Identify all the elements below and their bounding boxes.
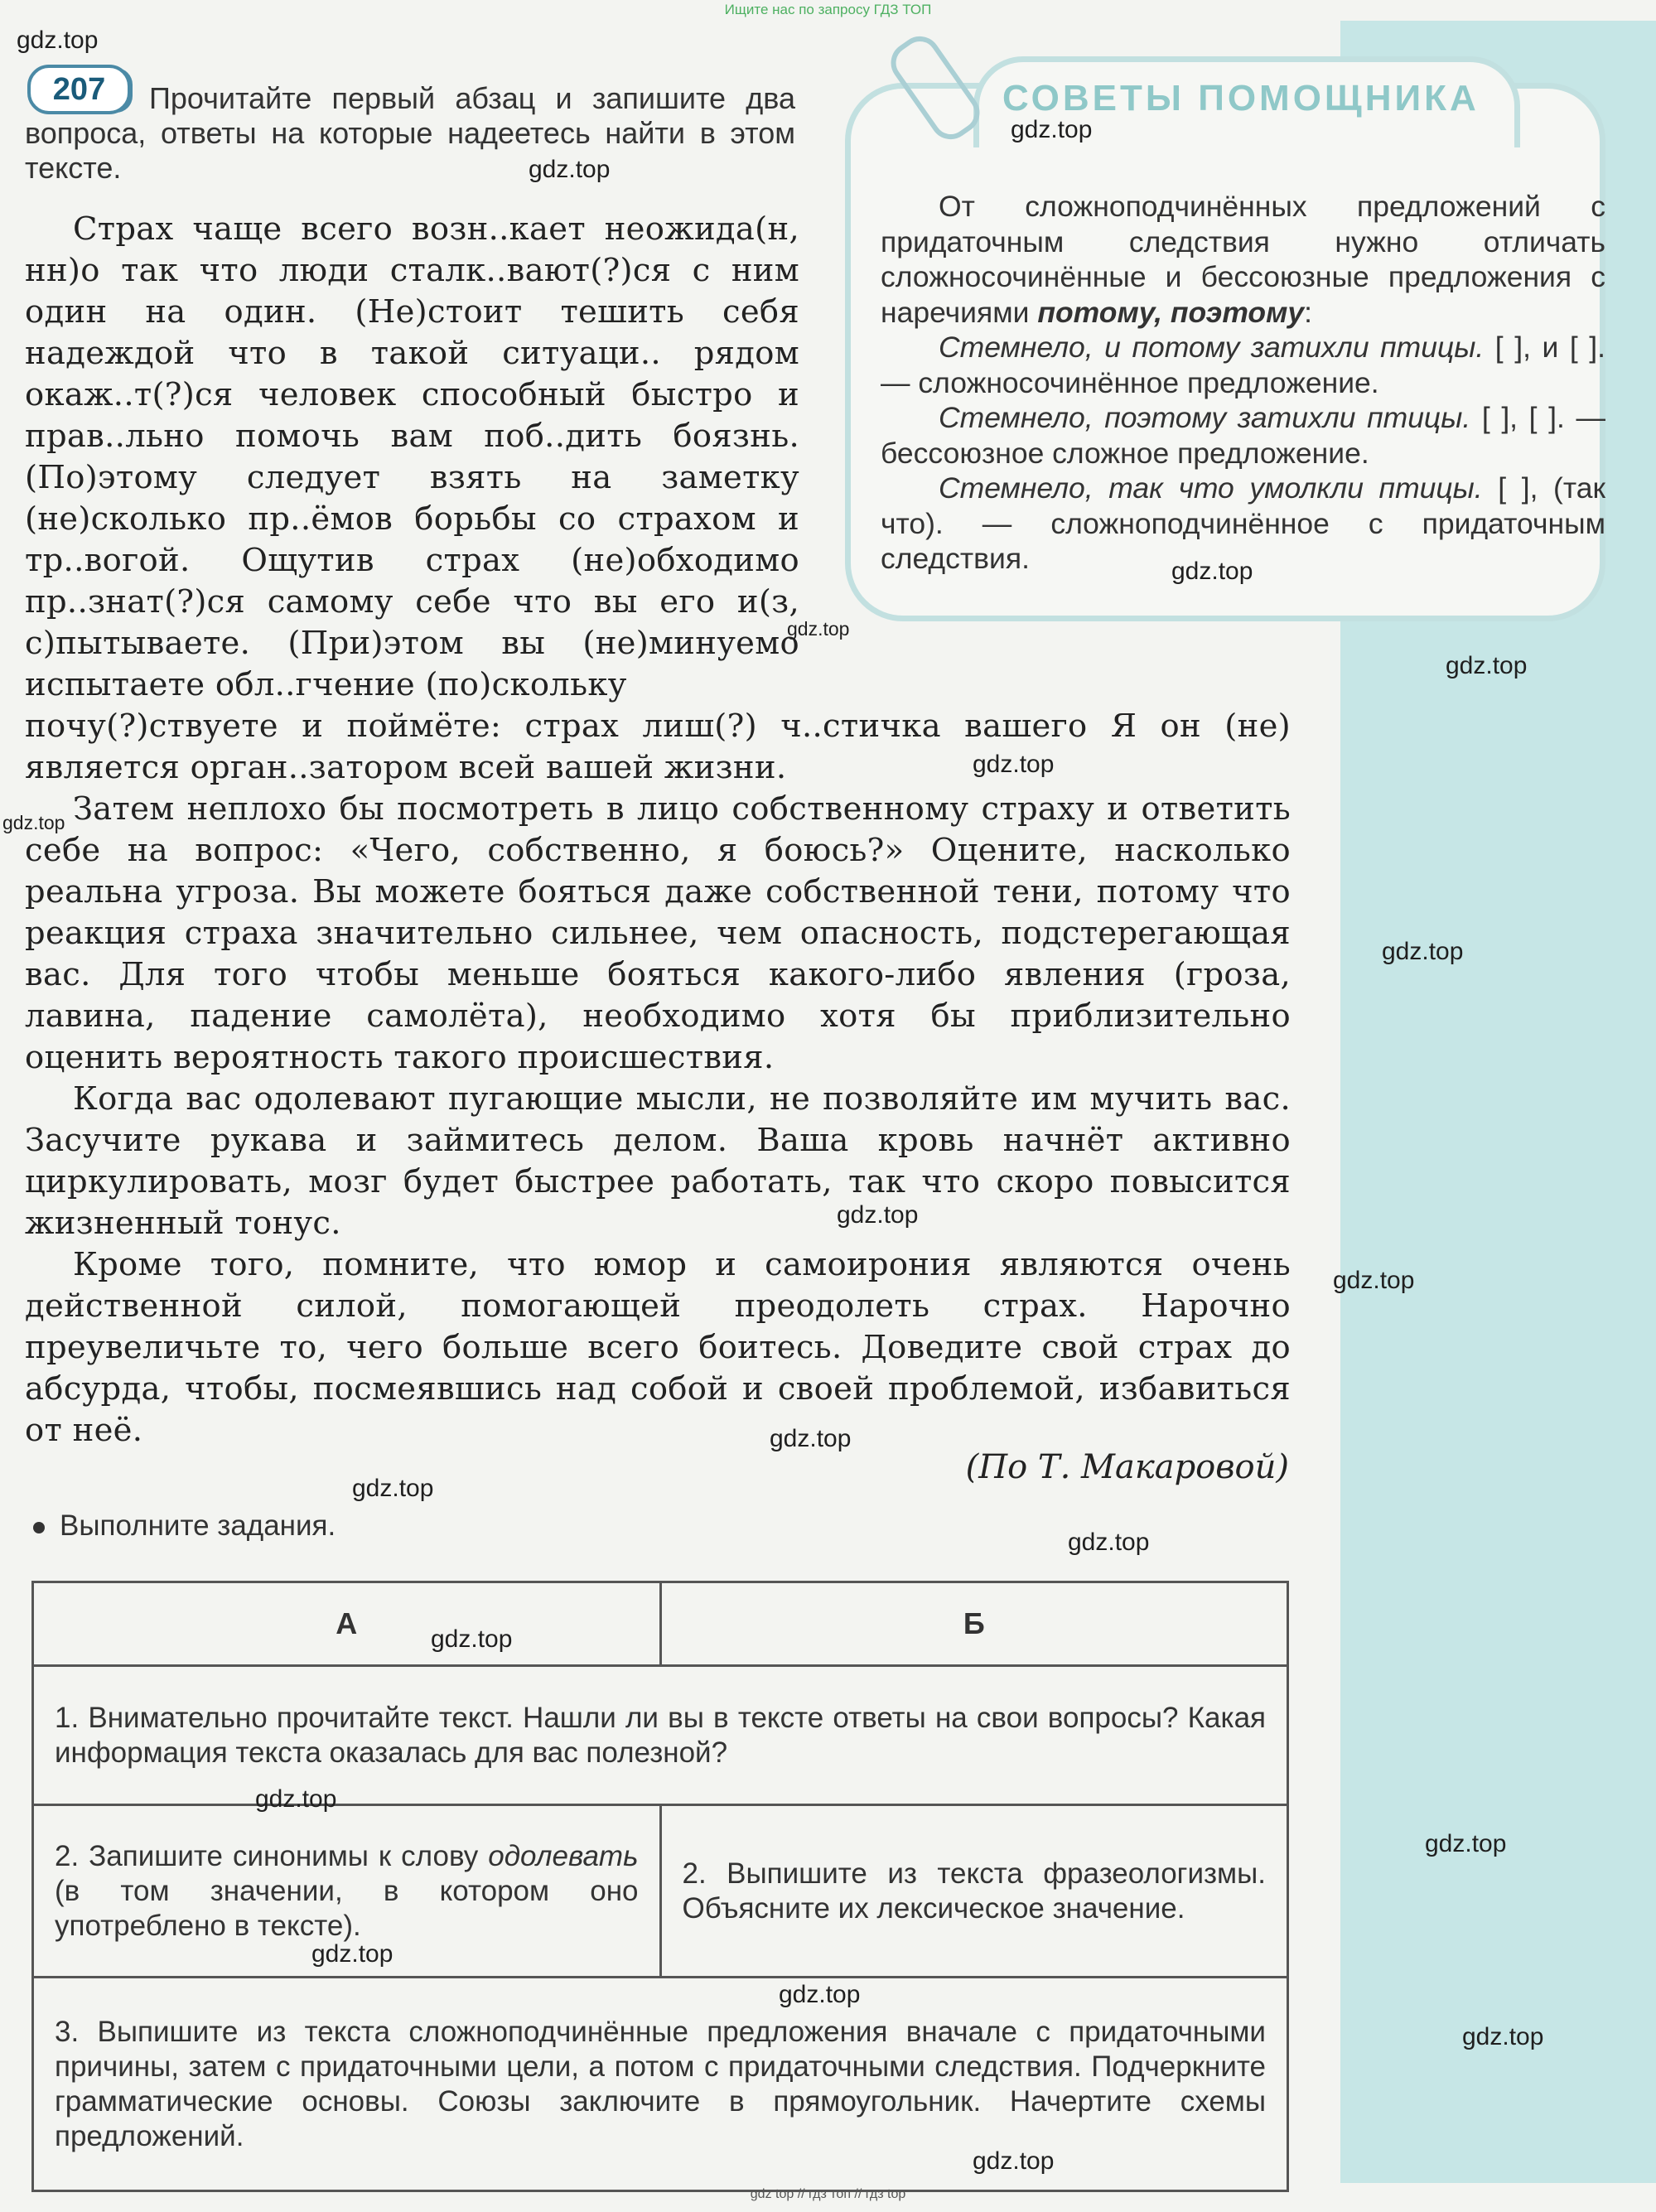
watermark: gdz.top [431, 1625, 513, 1653]
watermark: gdz.top [787, 618, 850, 640]
watermark: gdz.top [779, 1981, 861, 2008]
column-b-header: Б [660, 1582, 1288, 1666]
text-attribution: (По Т. Макаровой) [965, 1448, 1289, 1486]
advice-text [881, 189, 1605, 577]
tasks-table [31, 1581, 1289, 2192]
watermark: gdz.top [311, 1940, 393, 1968]
advice-title: СОВЕТЫ ПОМОЩНИКА [1002, 78, 1480, 118]
watermark: gdz.top [1446, 652, 1528, 679]
watermark: gdz.top [837, 1201, 919, 1229]
watermark: gdz.top [770, 1425, 852, 1452]
watermark: gdz.top [352, 1475, 434, 1502]
text-paragraph-4: Кроме того, помните, что юмор и самоирония являются очень действенной силой, помогающей преодолеть страх. Нарочно преувеличьте то, чего больше всего боитесь. Доведите свой страх до абсурда, чтобы, посмеявшись над собой и своей проблемой, избавиться от неё. [25, 1246, 1291, 1449]
watermark: gdz.top [1068, 1529, 1150, 1556]
top-banner: Ищите нас по запросу ГДЗ ТОП [724, 2, 932, 17]
advice-example-1: Стемнело, и потому затихли птицы. [ ], и [ ]. — сложносочинённое предложение. [881, 331, 1605, 399]
bottom-banner: gdz top // гдз топ // гдз top [750, 2187, 906, 2201]
task-1: 1. Внимательно прочитайте текст. Нашли ли вы в тексте ответы на свои вопросы? Какая информация текста оказалась для вас полезной? [33, 1666, 1288, 1805]
tasks-heading: Выполните задания. [33, 1509, 336, 1543]
watermark: gdz.top [973, 2147, 1055, 2175]
column-a-header: А [33, 1582, 661, 1666]
text-paragraph-1-narrow: Страх чаще всего возн..кает неожида(н, нн)о так что люди сталк..вают(?)ся с ним один на один. (Не)стоит тешить себя надеждой что в такой ситуаци.. рядом окаж..т(?)ся человек способный быстро и прав..льно помочь вам поб..дить боязнь. (По)этому следует взять на заметку (не)сколько пр..ёмов борьбы со страхом и тр..вогой. Ощутив страх (не)обходимо пр..знат(?)ся самому себе что вы его и(з, с)пытываете. (При)этом вы (не)минуемо испытаете обл..гчение (по)скольку [25, 210, 799, 703]
watermark: gdz.top [1333, 1267, 1415, 1294]
task-2b: 2. Выпишите из текста фразеологизмы. Объясните их лексическое значение. [660, 1805, 1288, 1978]
watermark: gdz.top [1425, 1830, 1507, 1857]
advice-keywords: потому, поэтому [1037, 295, 1305, 329]
text-paragraph-2: Затем неплохо бы посмотреть в лицо собственному страху и ответить себе на вопрос: «Чего, собственно, я боюсь?» Оцените, насколько реальна угроза. Вы можете бояться даже собственной тени, потому что реакция страха значительно сильнее, чем опасность, подстерегающая вас. Для того чтобы меньше бояться какого-либо явления (гроза, лавина, падение самолёта), необходимо хотя бы приблизительно оценить вероятность такого происшествия. [25, 790, 1291, 1076]
exercise-instruction: Прочитайте первый абзац и запишите два вопроса, ответы на которые надеетесь найти в этом тексте. [25, 81, 795, 185]
text-paragraph-1-end: почу(?)ствуете и поймёте: страх лиш(?) ч..стичка вашего Я он (не) является орган..затором всей вашей жизни. [25, 708, 1291, 786]
watermark: gdz.top [529, 156, 611, 183]
text-paragraph-3: Когда вас одолевают пугающие мысли, не позволяйте им мучить вас. Засучите рукава и займитесь делом. Ваша кровь начнёт активно циркулировать, мозг будет быстрее работать, так что скоро повысится жизненный тонус. [25, 1080, 1291, 1242]
watermark: gdz.top [255, 1785, 337, 1813]
watermark: gdz.top [17, 27, 99, 54]
watermark: gdz.top [1171, 558, 1253, 585]
exercise-number: 207 [27, 65, 131, 114]
watermark: gdz.top [1462, 2023, 1544, 2050]
advice-example-3: Стемнело, так что умолкли птицы. [ ], (так что). — сложноподчинённое с придаточным следствия. [881, 471, 1605, 575]
watermark: gdz.top [2, 812, 65, 833]
watermark: gdz.top [1382, 938, 1464, 965]
task-2a: 2. Запишите синонимы к слову одолевать (в том значении, в котором оно употреблено в тексте). [33, 1805, 661, 1978]
advice-example-2: Стемнело, поэтому затихли птицы. [ ], [ ]. — бессоюзное сложное предложение. [881, 401, 1605, 470]
advice-intro: От сложноподчинённых предложений с придаточным следствия нужно отличать сложносочинённые и бессоюзные предложения с наречиями потому, поэтому: [881, 190, 1605, 329]
watermark: gdz.top [973, 751, 1055, 778]
watermark: gdz.top [1011, 116, 1093, 143]
task-3: 3. Выпишите из текста сложноподчинённые предложения вначале с придаточными причины, затем с придаточными цели, а потом с придаточными следствия. Подчеркните грамматические основы. Союзы заключите в прямоугольник. Начертите схемы предложений. [33, 1978, 1288, 2191]
bullet-icon [33, 1522, 45, 1533]
